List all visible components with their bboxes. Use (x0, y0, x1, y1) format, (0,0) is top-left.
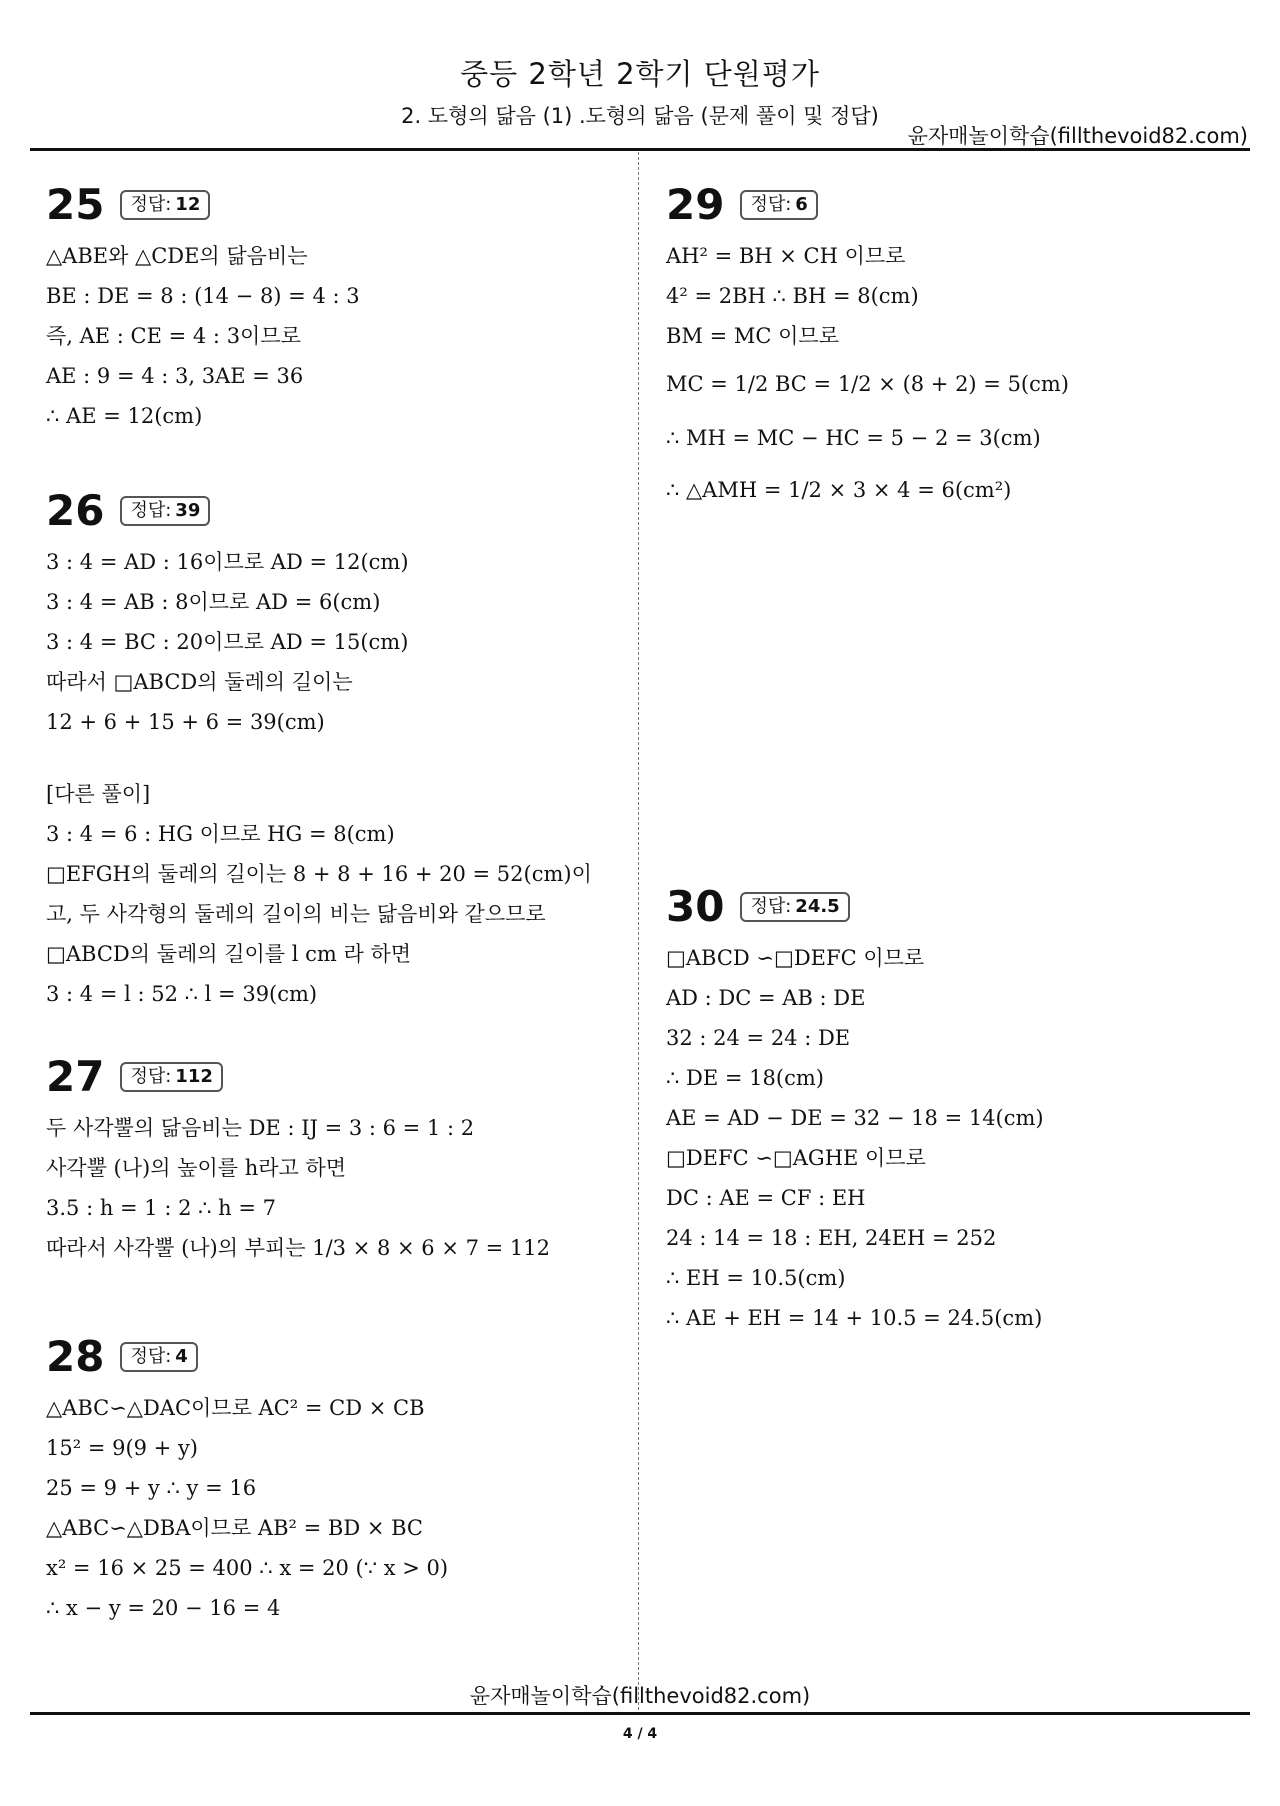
answer-value: 4 (175, 1346, 188, 1367)
solution-line: 24 : 14 = 18 : EH, 24EH = 252 (666, 1226, 997, 1250)
answer-value: 24.5 (795, 896, 840, 917)
problem-27 (46, 1050, 550, 1268)
problem-number: 30 (666, 882, 725, 931)
solution-line: 3 : 4 = BC : 20이므로 AD = 15(cm) (46, 630, 409, 654)
answer-value: 39 (175, 500, 201, 521)
solution-line: 3 : 4 = l : 52 ∴ l = 39(cm) (46, 982, 318, 1006)
page-title: 중등 2학년 2학기 단원평가 (460, 57, 820, 91)
footer-rule (30, 1712, 1250, 1715)
solution-line: 4² = 2BH ∴ BH = 8(cm) (666, 284, 919, 308)
answer-label: 정답: (130, 1346, 172, 1367)
problem-29 (666, 178, 1069, 516)
solution-line: 두 사각뿔의 닮음비는 DE : IJ = 3 : 6 = 1 : 2 (46, 1116, 475, 1140)
solution-line: 3 : 4 = AB : 8이므로 AD = 6(cm) (46, 590, 381, 614)
header-site-credit: 윤자매놀이학습(fillthevoid82.com) (907, 124, 1248, 148)
answer-badge (120, 1062, 222, 1092)
solution-line: △ABE와 △CDE의 닮음비는 (46, 244, 308, 268)
solution-line: 25 = 9 + y ∴ y = 16 (46, 1476, 257, 1500)
answer-label: 정답: (750, 194, 792, 215)
solution-line: [다른 풀이] (46, 782, 151, 806)
solution-line: ∴ DE = 18(cm) (666, 1066, 824, 1090)
spacer (46, 742, 592, 774)
solution-line: BE : DE = 8 : (14 − 8) = 4 : 3 (46, 284, 360, 308)
solution-line: 따라서 사각뿔 (나)의 부피는 1/3 × 8 × 6 × 7 = 112 (46, 1236, 550, 1260)
solution-line: □ABCD ∽□DEFC 이므로 (666, 946, 925, 970)
problem-26 (46, 484, 592, 1014)
solution-line: 따라서 □ABCD의 둘레의 길이는 (46, 670, 353, 694)
solution-line: AE : 9 = 4 : 3, 3AE = 36 (46, 364, 304, 388)
solution-line: ∴ MH = MC − HC = 5 − 2 = 3(cm) (666, 426, 1041, 450)
page-subtitle: 2. 도형의 닮음 (1) .도형의 닮음 (문제 풀이 및 정답) (401, 104, 879, 128)
solution-line: ∴ x − y = 20 − 16 = 4 (46, 1596, 281, 1620)
solution-line: 3 : 4 = 6 : HG 이므로 HG = 8(cm) (46, 822, 395, 846)
answer-badge (740, 190, 817, 220)
solution-line: □EFGH의 둘레의 길이는 8 + 8 + 16 + 20 = 52(cm)이 (46, 862, 592, 886)
problem-28 (46, 1330, 448, 1628)
answer-label: 정답: (130, 500, 172, 521)
answer-value: 12 (175, 194, 201, 215)
answer-value: 6 (795, 194, 808, 215)
solution-line: MC = 1/2 BC = 1/2 × (8 + 2) = 5(cm) (666, 372, 1069, 396)
answer-value: 112 (175, 1066, 213, 1087)
solution-line: 3 : 4 = AD : 16이므로 AD = 12(cm) (46, 550, 409, 574)
solution-line: AE = AD − DE = 32 − 18 = 14(cm) (666, 1106, 1044, 1130)
answer-badge (120, 1342, 197, 1372)
solution-line: △ABC∽△DBA이므로 AB² = BD × BC (46, 1516, 423, 1540)
header-rule (30, 148, 1250, 151)
problem-30 (666, 880, 1044, 1338)
answer-badge (740, 892, 849, 922)
page-number: 4 / 4 (622, 1726, 658, 1742)
solution-line: DC : AE = CF : EH (666, 1186, 866, 1210)
answer-label: 정답: (130, 1066, 172, 1087)
answer-badge (120, 190, 210, 220)
solution-line: □ABCD의 둘레의 길이를 l cm 라 하면 (46, 942, 412, 966)
answer-badge (120, 496, 210, 526)
solution-line: ∴ △AMH = 1/2 × 3 × 4 = 6(cm²) (666, 478, 1012, 502)
solution-line: AH² = BH × CH 이므로 (666, 244, 906, 268)
problem-number: 27 (46, 1052, 105, 1101)
solution-line: △ABC∽△DAC이므로 AC² = CD × CB (46, 1396, 425, 1420)
solution-line: 즉, AE : CE = 4 : 3이므로 (46, 324, 301, 348)
column-divider (638, 152, 639, 1710)
problem-number: 29 (666, 180, 725, 229)
solution-line: 15² = 9(9 + y) (46, 1436, 199, 1460)
solution-line: 12 + 6 + 15 + 6 = 39(cm) (46, 710, 325, 734)
problem-number: 26 (46, 486, 105, 535)
problem-number: 28 (46, 1332, 105, 1381)
solution-line: 32 : 24 = 24 : DE (666, 1026, 851, 1050)
solution-line: 3.5 : h = 1 : 2 ∴ h = 7 (46, 1196, 276, 1220)
solution-line: x² = 16 × 25 = 400 ∴ x = 20 (∵ x > 0) (46, 1556, 449, 1580)
solution-line: 고, 두 사각형의 둘레의 길이의 비는 닮음비와 같으므로 (46, 902, 546, 926)
answer-label: 정답: (750, 896, 792, 917)
problem-25 (46, 178, 360, 436)
answer-label: 정답: (130, 194, 172, 215)
problem-number: 25 (46, 180, 105, 229)
solution-line: AD : DC = AB : DE (666, 986, 866, 1010)
solution-line: ∴ AE + EH = 14 + 10.5 = 24.5(cm) (666, 1306, 1043, 1330)
solution-line: □DEFC ∽□AGHE 이므로 (666, 1146, 926, 1170)
footer-site-credit: 윤자매놀이학습(fillthevoid82.com) (469, 1684, 811, 1708)
solution-line: ∴ EH = 10.5(cm) (666, 1266, 846, 1290)
solution-line: BM = MC 이므로 (666, 324, 839, 348)
solution-line: 사각뿔 (나)의 높이를 h라고 하면 (46, 1156, 347, 1180)
solution-line: ∴ AE = 12(cm) (46, 404, 203, 428)
